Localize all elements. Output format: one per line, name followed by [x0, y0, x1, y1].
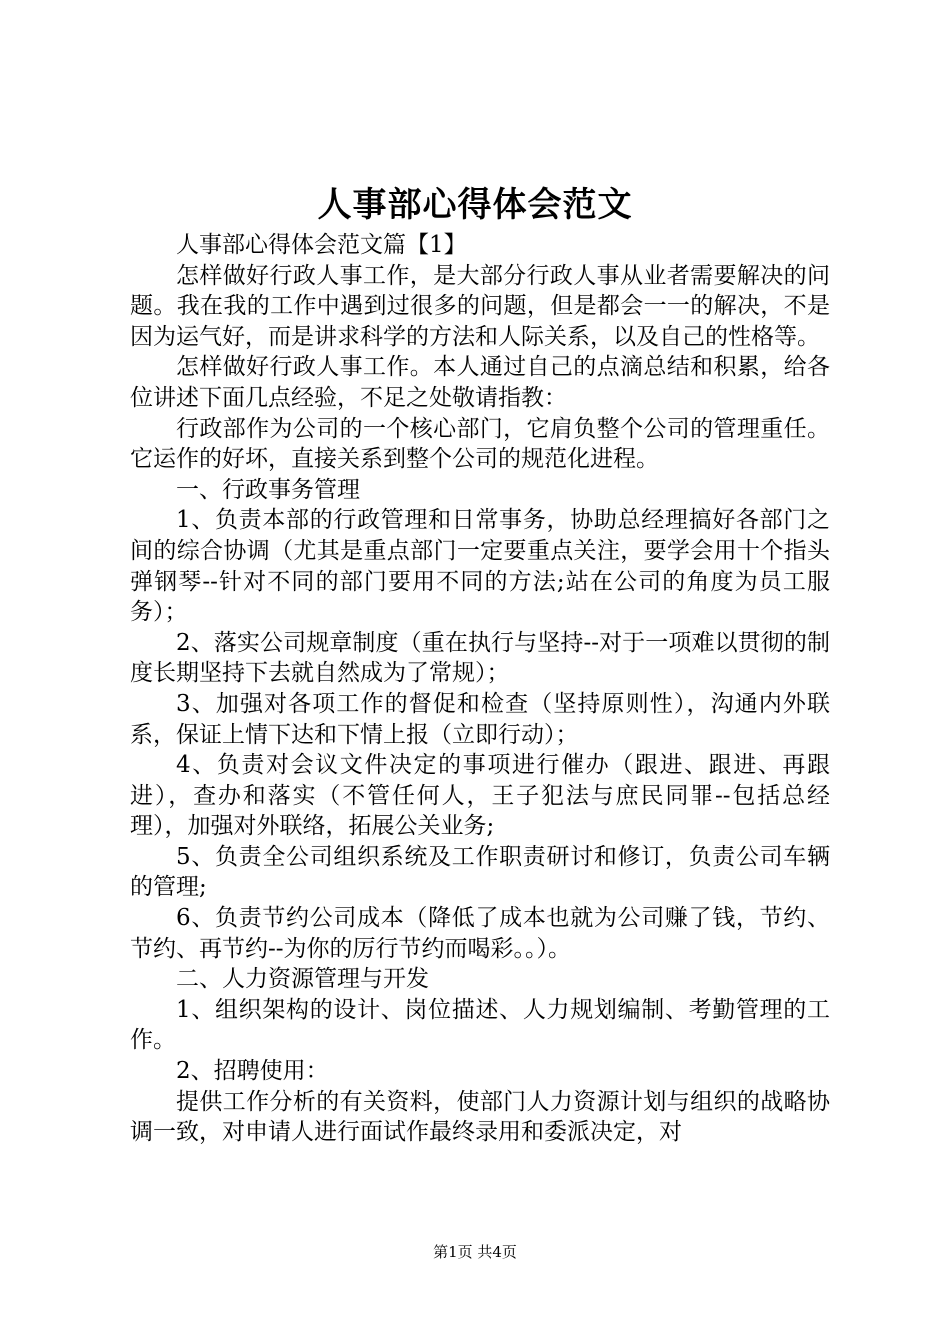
- paragraph: 1、负责本部的行政管理和日常事务，协助总经理搞好各部门之间的综合协调（尤其是重点部门一定要重点关注，要学会用十个指头弹钢琴--针对不同的部门要用不同的方法;站在公司的角度为员工服务）；: [130, 507, 830, 626]
- page-number: 第1页 共4页: [433, 1243, 517, 1261]
- paragraph: 1、组织架构的设计、岗位描述、人力规划编制、考勤管理的工作。: [130, 996, 830, 1054]
- paragraph: 提供工作分析的有关资料，使部门人力资源计划与组织的战略协调一致，对申请人进行面试作最终录用和委派决定，对: [130, 1088, 830, 1146]
- page-title: 人事部心得体会范文: [317, 185, 633, 225]
- paragraph: 4、负责对会议文件决定的事项进行催办（跟进、跟进、再跟进），查办和落实（不管任何人，王子犯法与庶民同罪--包括总经理），加强对外联络，拓展公关业务;: [130, 752, 830, 840]
- paragraph: 怎样做好行政人事工作。本人通过自己的点滴总结和积累，给各位讲述下面几点经验，不足之处敬请指教：: [130, 354, 830, 411]
- paragraph: 5、负责全公司组织系统及工作职责研讨和修订，负责公司车辆的管理;: [130, 843, 830, 901]
- section-heading: 一、行政事务管理: [176, 476, 360, 503]
- section-heading: 二、人力资源管理与开发: [176, 966, 429, 993]
- paragraph: 行政部作为公司的一个核心部门，它肩负整个公司的管理重任。它运作的好坏，直接关系到整个公司的规范化进程。: [130, 415, 830, 473]
- paragraph: 怎样做好行政人事工作，是大部分行政人事从业者需要解决的问题。我在我的工作中遇到过很多的问题，但是都会一一的解决，不是因为运气好，而是讲求科学的方法和人际关系，以及自己的性格等。: [130, 262, 830, 350]
- paragraph: 人事部心得体会范文篇【1】: [176, 232, 467, 258]
- paragraph: 6、负责节约公司成本（降低了成本也就为公司赚了钱，节约、节约、再节约--为你的厉行节约而喝彩。。）。: [130, 905, 830, 962]
- document-body: [130, 230, 830, 1148]
- paragraph: 3、加强对各项工作的督促和检查（坚持原则性），沟通内外联系，保证上情下达和下情上报（立即行动）；: [130, 690, 830, 748]
- paragraph: 2、落实公司规章制度（重在执行与坚持--对于一项难以贯彻的制度长期坚持下去就自然成为了常规）；: [130, 629, 830, 687]
- paragraph: 2、招聘使用：: [176, 1058, 329, 1085]
